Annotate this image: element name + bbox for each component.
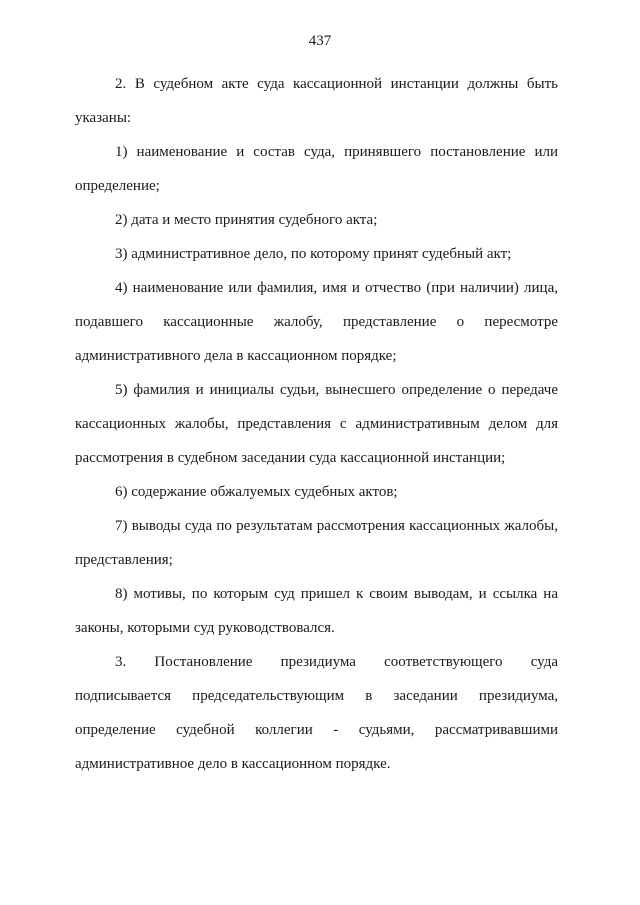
list-item-7: 7) выводы суда по результатам рассмотрения кассационных жалобы, представления; bbox=[75, 518, 558, 568]
list-item-5: 5) фамилия и инициалы судьи, вынесшего определение о передаче кассационных жалобы, представления с административным делом для рассмотрения в судебном заседании суда кассационной инстанции; bbox=[75, 382, 558, 466]
list-item-4: 4) наименование или фамилия, имя и отчество (при наличии) лица, подавшего кассационные жалобу, представление о пересмотре административного дела в кассационном порядке; bbox=[75, 280, 558, 364]
paragraph-2-intro: 2. В судебном акте суда кассационной инстанции должны быть указаны: bbox=[75, 76, 558, 126]
list-item-6: 6) содержание обжалуемых судебных актов; bbox=[115, 484, 398, 500]
paragraph-3: 3. Постановление президиума соответствующего суда подписывается председательствующим в заседании президиума, определение судебной коллегии - судьями, рассматривавшими административное дело в кассационном порядке. bbox=[75, 654, 558, 772]
list-item-2: 2) дата и место принятия судебного акта; bbox=[115, 212, 378, 228]
page-number: 437 bbox=[308, 33, 332, 49]
list-item-1: 1) наименование и состав суда, принявшего постановление или определение; bbox=[75, 144, 558, 194]
list-item-8: 8) мотивы, по которым суд пришел к своим выводам, и ссылка на законы, которыми суд руководствовался. bbox=[75, 586, 558, 636]
list-item-3: 3) административное дело, по которому принят судебный акт; bbox=[115, 246, 512, 262]
document-body bbox=[75, 67, 558, 781]
